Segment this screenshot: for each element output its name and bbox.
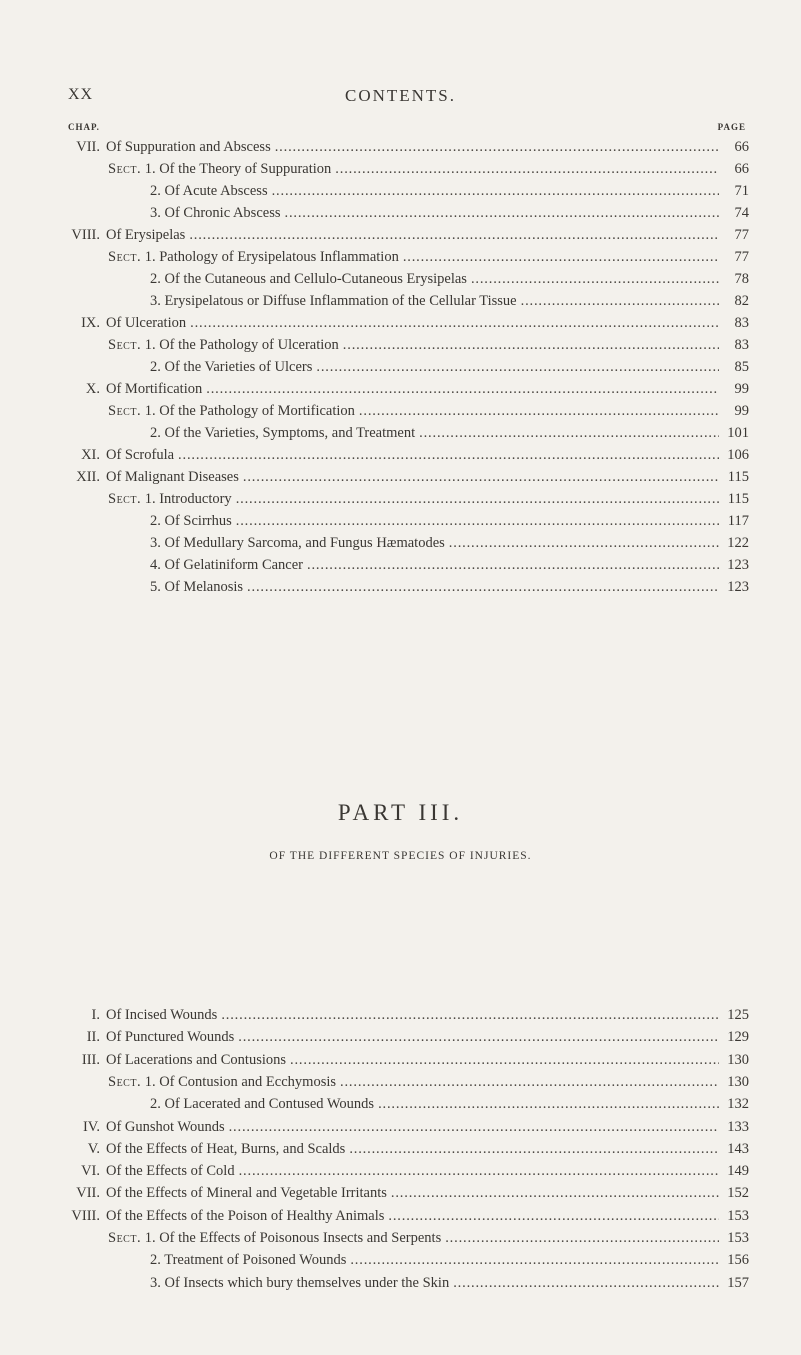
toc-entry xyxy=(48,312,749,334)
entry-title: Of Mortification xyxy=(106,381,203,397)
page-reference: 77 xyxy=(734,249,749,265)
entry-title: Of Erysipelas xyxy=(106,227,186,243)
entry-title: Of the Effects of the Poison of Healthy Animals xyxy=(106,1207,385,1224)
toc-entry xyxy=(150,510,749,532)
dot-leader xyxy=(238,1026,719,1048)
page-reference: 66 xyxy=(734,161,749,177)
toc-entry xyxy=(48,1026,749,1048)
entry-title: Of Lacerations and Contusions xyxy=(106,1051,287,1068)
page-reference: 66 xyxy=(734,139,749,155)
dot-leader xyxy=(229,1116,719,1138)
toc-entry xyxy=(150,356,749,378)
chapter-number: XII. xyxy=(76,469,100,485)
page-reference: 143 xyxy=(727,1140,749,1157)
toc-entry xyxy=(48,224,749,246)
toc-entry xyxy=(150,180,749,202)
toc-entry xyxy=(48,1182,749,1204)
toc-entry xyxy=(108,334,749,356)
entry-title: Of Malignant Diseases xyxy=(106,469,239,485)
dot-leader xyxy=(285,202,720,224)
entry-title: Sect. 1. Introductory xyxy=(108,491,232,507)
entry-title: Sect. 1. Of the Theory of Suppuration xyxy=(108,161,332,177)
toc-entry xyxy=(108,400,749,422)
page-reference: 78 xyxy=(734,271,749,287)
toc-entry xyxy=(150,576,749,598)
page-reference: 115 xyxy=(727,469,749,485)
entry-title: Sect. 1. Pathology of Erysipelatous Inflammation xyxy=(108,249,399,265)
chapter-number: X. xyxy=(85,381,100,397)
entry-title: 3. Erysipelatous or Diffuse Inflammation of the Cellular Tissue xyxy=(150,293,517,309)
dot-leader xyxy=(350,1249,719,1271)
toc-entry xyxy=(108,488,749,510)
toc-entry xyxy=(108,1071,749,1093)
toc-entry xyxy=(48,466,749,488)
chapter-number: VII. xyxy=(76,1185,100,1202)
page-reference: 101 xyxy=(727,425,749,441)
page-title: CONTENTS. xyxy=(344,86,457,105)
page-reference: 83 xyxy=(734,315,749,331)
dot-leader xyxy=(388,1205,719,1227)
entry-title: Of Suppuration and Abscess xyxy=(106,139,271,155)
dot-leader xyxy=(391,1182,719,1204)
page-reference: 106 xyxy=(727,447,749,463)
chapter-number: II. xyxy=(86,1029,100,1046)
entry-title: 2. Of Lacerated and Contused Wounds xyxy=(150,1096,375,1113)
entry-title: Of Punctured Wounds xyxy=(106,1029,235,1046)
dot-leader xyxy=(378,1093,719,1115)
page-reference: 82 xyxy=(734,293,749,309)
chapter-number: VI. xyxy=(81,1163,100,1180)
dot-leader xyxy=(190,312,719,334)
page-reference: 74 xyxy=(734,205,749,221)
dot-leader xyxy=(419,422,719,444)
dot-leader xyxy=(449,532,719,554)
column-head-page: PAGE xyxy=(717,122,746,132)
toc-entry xyxy=(108,246,749,268)
dot-leader xyxy=(239,1160,719,1182)
toc-entry xyxy=(48,444,749,466)
dot-leader xyxy=(236,488,719,510)
page-reference: 99 xyxy=(734,381,749,397)
chapter-number: IV. xyxy=(82,1118,100,1135)
entry-title: Sect. 1. Of the Effects of Poisonous Insects and Serpents xyxy=(108,1230,442,1246)
page-reference: 156 xyxy=(727,1252,749,1269)
dot-leader xyxy=(272,180,719,202)
page-reference: 125 xyxy=(727,1007,749,1023)
dot-leader xyxy=(349,1138,719,1160)
page-reference: 123 xyxy=(727,557,749,573)
dot-leader xyxy=(343,334,719,356)
page-reference: 153 xyxy=(727,1230,749,1246)
page-reference: 123 xyxy=(727,579,749,595)
page-number: XX xyxy=(68,86,94,103)
dot-leader xyxy=(335,158,719,180)
part-subtitle: OF THE DIFFERENT SPECIES OF INJURIES. xyxy=(269,850,532,862)
toc-entry xyxy=(108,1227,749,1249)
page-reference: 132 xyxy=(727,1096,749,1113)
entry-title: Of Gunshot Wounds xyxy=(106,1118,225,1135)
toc-entry xyxy=(150,532,749,554)
page-reference: 149 xyxy=(727,1163,749,1180)
page-reference: 122 xyxy=(727,535,749,551)
dot-leader xyxy=(453,1272,719,1294)
entry-title: Of the Effects of Heat, Burns, and Scalds xyxy=(106,1140,346,1157)
entry-title: Sect. 1. Of the Pathology of Ulceration xyxy=(108,337,339,353)
toc-entry xyxy=(48,1160,749,1182)
entry-title: 2. Of the Varieties, Symptoms, and Treatment xyxy=(150,425,416,441)
dot-leader xyxy=(178,444,719,466)
page-reference: 83 xyxy=(734,337,749,353)
chapter-number: III. xyxy=(81,1051,100,1068)
entry-title: Of the Effects of Cold xyxy=(106,1163,235,1180)
chapter-number: VII. xyxy=(76,139,100,155)
entry-title: Of Scrofula xyxy=(106,447,175,463)
chapter-number: IX. xyxy=(81,315,100,331)
dot-leader xyxy=(236,510,719,532)
page-reference: 157 xyxy=(727,1274,749,1291)
dot-leader xyxy=(247,576,719,598)
part-title: PART III. xyxy=(337,800,464,825)
entry-title: 3. Of Chronic Abscess xyxy=(150,205,281,221)
page-reference: 85 xyxy=(734,359,749,375)
toc-entry xyxy=(150,290,749,312)
page-reference: 71 xyxy=(734,183,749,199)
entry-title: Sect. 1. Of Contusion and Ecchymosis xyxy=(108,1073,337,1090)
entry-title: 2. Of the Varieties of Ulcers xyxy=(150,359,313,375)
entry-title: 3. Of Medullary Sarcoma, and Fungus Hæmatodes xyxy=(150,535,445,551)
toc-entry xyxy=(48,1205,749,1227)
toc-entry xyxy=(150,554,749,576)
toc-entry xyxy=(48,378,749,400)
dot-leader xyxy=(206,378,719,400)
entry-title: 2. Treatment of Poisoned Wounds xyxy=(150,1252,347,1269)
entry-title: 3. Of Insects which bury themselves under the Skin xyxy=(150,1274,450,1291)
page-reference: 115 xyxy=(727,491,749,507)
dot-leader xyxy=(221,1004,719,1026)
toc-entry xyxy=(150,202,749,224)
toc-entry xyxy=(150,1249,749,1271)
entry-title: Of Incised Wounds xyxy=(106,1007,218,1023)
toc-entry xyxy=(48,1138,749,1160)
entry-title: 2. Of the Cutaneous and Cellulo-Cutaneous Erysipelas xyxy=(150,271,467,287)
dot-leader xyxy=(521,290,719,312)
entry-title: Of Ulceration xyxy=(106,315,187,331)
page-reference: 133 xyxy=(727,1118,749,1135)
chapter-number: VIII. xyxy=(71,1207,100,1224)
toc-entry xyxy=(48,1116,749,1138)
column-heads xyxy=(68,122,746,136)
page-reference: 99 xyxy=(734,403,749,419)
dot-leader xyxy=(359,400,719,422)
dot-leader xyxy=(307,554,719,576)
toc-entry xyxy=(150,422,749,444)
chapter-number: I. xyxy=(91,1007,100,1023)
dot-leader xyxy=(403,246,719,268)
entry-title: 2. Of Acute Abscess xyxy=(150,183,268,199)
dot-leader xyxy=(340,1071,719,1093)
toc-entry xyxy=(48,1004,749,1026)
column-head-chapter: CHAP. xyxy=(68,122,100,132)
chapter-number: VIII. xyxy=(71,227,100,243)
page-reference: 77 xyxy=(734,227,749,243)
dot-leader xyxy=(445,1227,719,1249)
entry-title: Of the Effects of Mineral and Vegetable Irritants xyxy=(106,1185,387,1202)
toc-entry xyxy=(48,136,749,158)
chapter-number: XI. xyxy=(81,447,100,463)
page-reference: 129 xyxy=(727,1029,749,1046)
dot-leader xyxy=(471,268,719,290)
entry-title: Sect. 1. Of the Pathology of Mortification xyxy=(108,403,355,419)
page-reference: 117 xyxy=(727,513,749,529)
dot-leader xyxy=(243,466,719,488)
toc-entry xyxy=(108,158,749,180)
entry-title: 4. Of Gelatiniform Cancer xyxy=(150,557,304,573)
entry-title: 2. Of Scirrhus xyxy=(150,513,232,529)
page-reference: 130 xyxy=(727,1051,749,1068)
dot-leader xyxy=(316,356,719,378)
page-reference: 153 xyxy=(727,1207,749,1224)
dot-leader xyxy=(290,1049,719,1071)
toc-entry xyxy=(48,1049,749,1071)
dot-leader xyxy=(275,136,719,158)
running-head xyxy=(0,86,801,108)
page-reference: 130 xyxy=(727,1073,749,1090)
toc-entry xyxy=(150,1272,749,1294)
toc-entry xyxy=(150,1093,749,1115)
page-reference: 152 xyxy=(727,1185,749,1202)
toc-entry xyxy=(150,268,749,290)
chapter-number: V. xyxy=(87,1140,100,1157)
entry-title: 5. Of Melanosis xyxy=(150,579,244,595)
dot-leader xyxy=(189,224,719,246)
